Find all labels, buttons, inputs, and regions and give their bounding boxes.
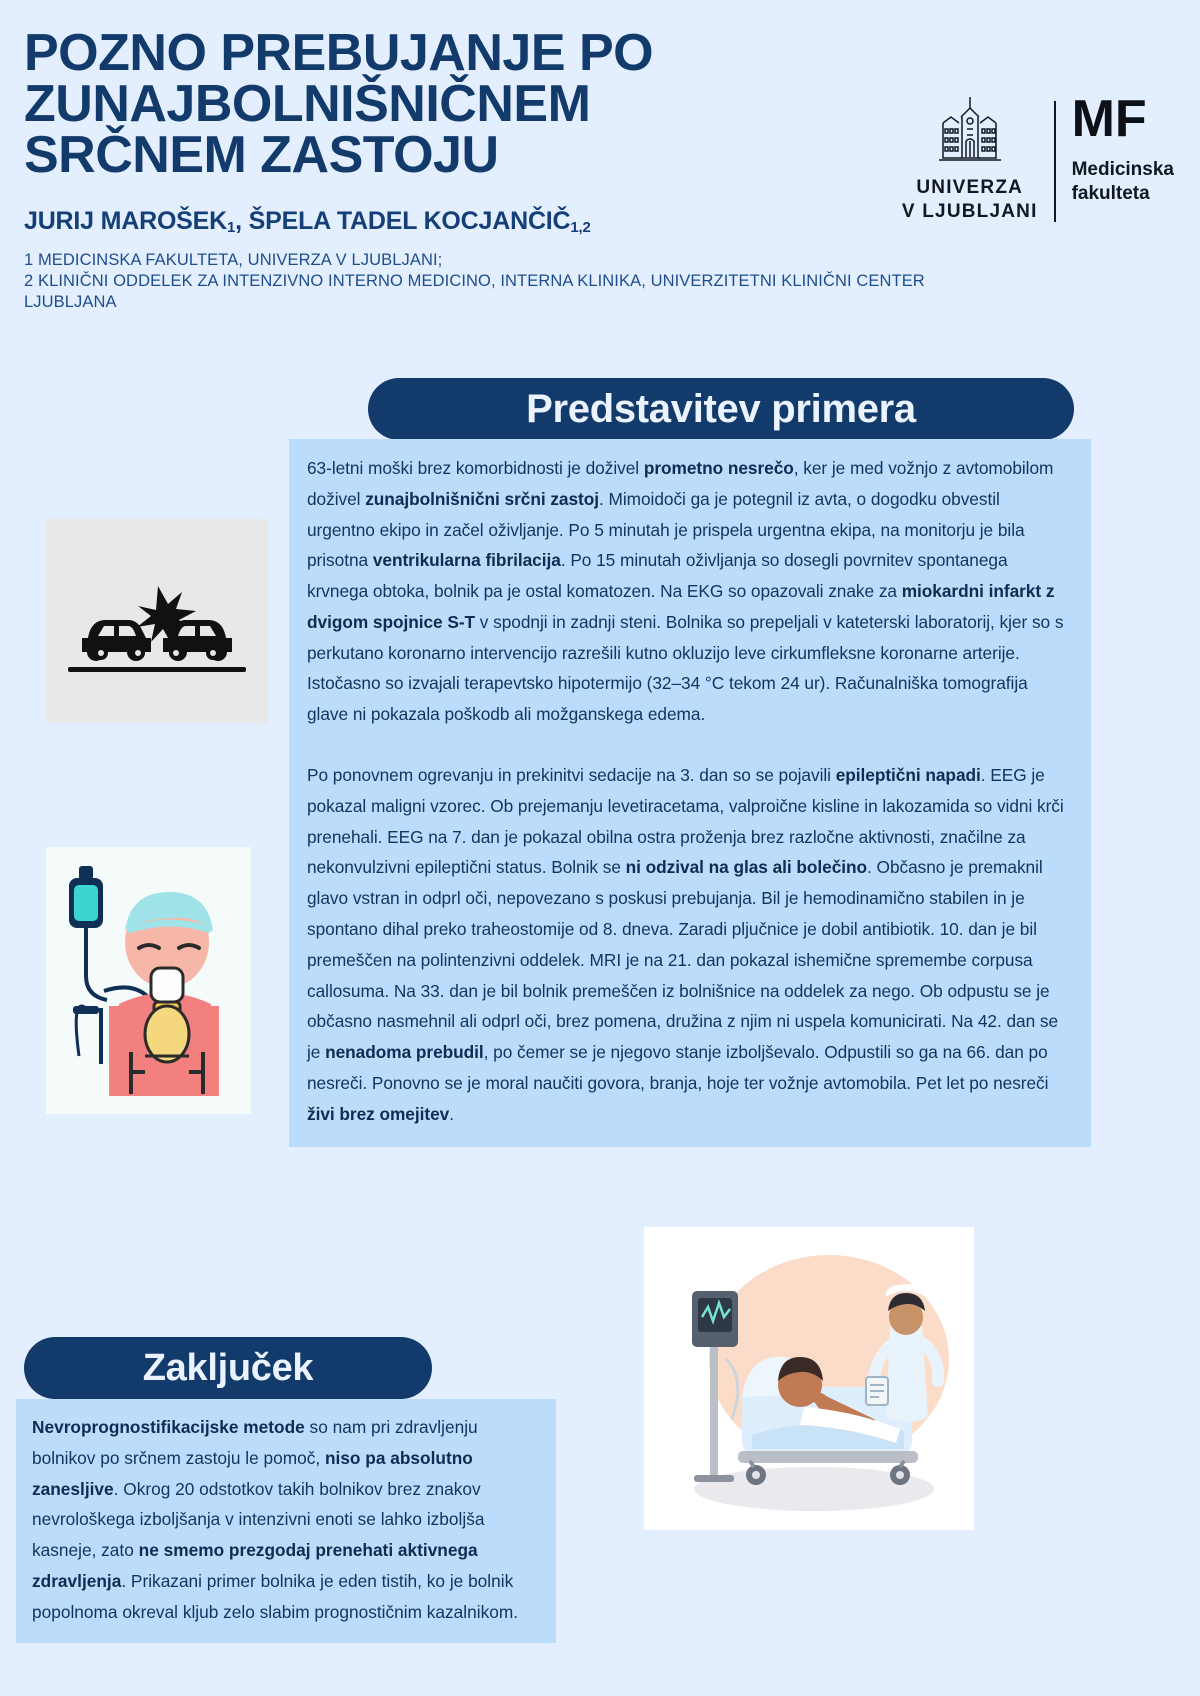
faculty-name-line-1: Medicinska [1071,159,1174,181]
affiliation-line-1: 1 MEDICINSKA FAKULTETA, UNIVERZA V LJUBLJANI; [24,250,443,269]
author-1-name: JURIJ MAROŠEK [24,206,227,235]
title-line-1: POZNO PREBUJANJE PO [24,24,654,82]
section-header-case-presentation: Predstavitev primera [368,378,1074,440]
university-name-line-2: V LJUBLJANI [901,200,1038,222]
title-line-3: SRČNEM ZASTOJU [24,125,499,184]
p1-bold4: miokardni infarkt z dvigom spojnice S-T [307,581,1055,632]
affiliation-line-2: 2 KLINIČNI ODDELEK ZA INTENZIVNO INTERNO MEDICINO, INTERNA KLINIKA, UNIVERZITETNI KLINIČNI CENTER [24,271,925,290]
car-crash-icon [62,546,252,696]
p1-seg4: . Po 15 minutah oživljanja so dosegli povrnitev spontanega krvnega obtoka, bolnik pa je ostal komatozen. Na EKG so opazovali znake za [307,550,1008,602]
p2-seg3: . Občasno je premaknil glavo vstran in odprl oči, nepovezano s poskusi prebujanja. Bil je hemodinamično stabilen in je spontano dihal preko traheostomije od 8. dneva. Zaradi pljučnice je dobil antibiotik. 10. dan je bil premeščen na polintenzivni oddelek. MRI je na 21. dan pokazal ishemične spremembe corpusa callosuma. Na 33. dan je bil bolnik premeščen iz bolnišnice na oddelek za nego. Ob odpustu se je občasno nasmehnil ali odprl oči, brez pomena, družina z njim ni uspela komunicirati. Na 42. dan se je [307,857,1059,1063]
p1-seg1: 63-letni moški brez komorbidnosti je doživel [307,458,644,478]
concl-bold2: niso pa absolutno zanesljive [32,1447,473,1499]
hospital-bed-icon [654,1239,964,1519]
affiliation-line-3: LJUBLJANA [24,293,117,312]
faculty-name-line-2: fakulteta [1071,183,1150,205]
case-paragraph-1 [307,453,1071,730]
author-2-name: , ŠPELA TADEL KOCJANČIČ [235,206,571,235]
p2-seg1: Po ponovnem ogrevanju in prekinitvi sedacije na 3. dan so se pojavili [307,765,836,786]
p1-seg2: , ker je med vožnjo z avtomobilom doživel [307,458,1054,509]
author-1-affiliation-marker: 1 [227,218,236,236]
faculty-name [1072,158,1174,206]
concl-bold3: ne smemo prezgodaj prenehati aktivnega zdravljenja [32,1540,478,1591]
logo-faculty-part [1056,90,1174,206]
p1-bold2: zunajbolnišnični srčni zastoj [365,488,600,509]
p2-seg4: , po čemer se je njegovo stanje izboljševalo. Odpustili so ga na 66. dan po nesreči. Ponovno se je moral naučiti govora, branja, hoje ter vožnje avtomobila. Pet let po nesreči [307,1042,1049,1093]
p2-bold3: nenadoma prebudil [325,1042,484,1063]
p2-seg2: . EEG je pokazal maligni vzorec. Ob prejemanju levetiracetama, valproične kisline in lakozamida so vidni krči prenehali. EEG na 7. dan je pokazal obilna ostra proženja brez razločne aktivnosti, značilne za nekonvulzivni epileptični status. Bolnik se [307,765,1064,878]
university-name [902,176,1038,224]
p1-seg5: v spodnji in zadnji steni. Bolnika so prepeljali v kateterski laboratorij, kjer so s perkutano koronarno intervencijo razrešili kutno okluzijo leve cirkumfleksne koronarne arterije. Istočasno so izvajali terapevtsko hipotermijo (32–34 °C tekom 24 ur). Računalniška tomografija glave ni pokazala poškodb ali možganskega edema. [307,611,1064,725]
figure-ventilated-patient [46,847,251,1114]
p1-bold3: ventrikularna fibrilacija [372,550,561,571]
university-logo [901,90,1174,224]
case-paragraph-2 [307,760,1071,1129]
concl-seg1: so nam pri zdravljenju bolnikov po srčnem zastoju le pomoč, [32,1417,478,1468]
figure-car-crash [46,519,268,723]
title-line-2: ZUNAJBOLNIŠNIČNEM [24,74,591,133]
p2-bold1: epileptični napadi [835,765,981,786]
concl-bold1: Nevroprognostifikacijske metode [32,1417,305,1437]
logo-university-part [902,95,1054,224]
p2-seg5: . [449,1103,454,1124]
university-building-icon [931,95,1009,168]
ventilator-patient-icon [59,856,239,1106]
author-2-affiliation-marker: 1,2 [570,218,591,236]
conclusion-text [16,1399,556,1643]
p1-seg3: . Mimoidoči ga je potegnil iz avta, o dogodku obvestil urgentno ekipo in začel oživljanje. Po 5 minutah je prispela urgentna ekipa, na monitorju je bila prisotna [307,488,1025,571]
faculty-abbreviation: MF [1071,90,1147,148]
case-presentation-text [289,439,1091,1147]
p1-bold1: prometno nesrečo [643,458,794,478]
university-name-line-1: UNIVERZA [916,177,1024,198]
concl-seg2: . Okrog 20 odstotkov takih bolnikov brez znakov nevrološkega izboljšanja v intenzivni enoti se lahko izboljša kasneje, zato [32,1478,485,1561]
p2-bold2: ni odzival na glas ali bolečino [625,857,868,878]
figure-hospital-bed [644,1227,974,1530]
conclusion-paragraph [32,1412,540,1627]
page-title [24,24,904,184]
p2-bold4: živi brez omejitev [307,1103,450,1124]
concl-seg3: . Prikazani primer bolnika je eden tistih, ko je bolnik popolnoma okreval kljub zelo slabim prognostičnim kazalnikom. [32,1570,519,1622]
affiliations [24,250,1176,313]
section-header-conclusion: Zaključek [24,1337,432,1399]
